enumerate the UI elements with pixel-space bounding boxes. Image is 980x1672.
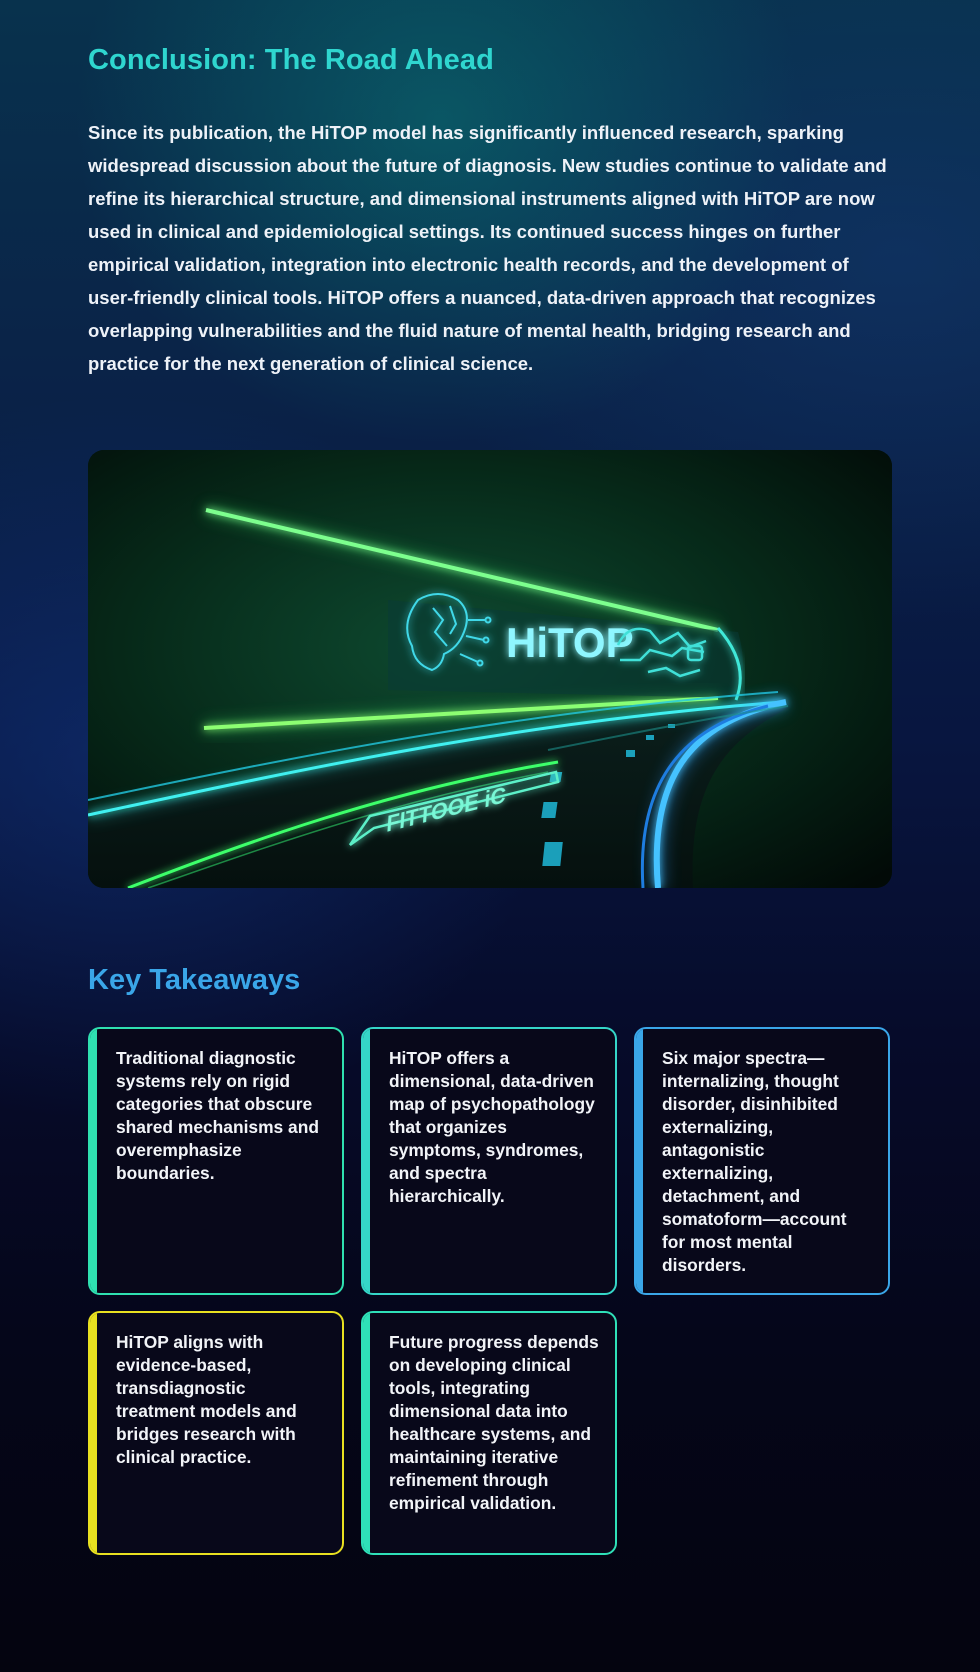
takeaway-text: HiTOP offers a dimensional, data-driven map of psychopathology that organizes symptoms, syndromes, and spectra hierarchically. [389, 1048, 595, 1206]
takeaway-text: Six major spectra—internalizing, thought disorder, disinhibited externalizing, antagonistic externalizing, detachment, and somatoform—account for most mental disorders. [662, 1048, 847, 1275]
takeaway-text: HiTOP aligns with evidence-based, transdiagnostic treatment models and bridges research with clinical practice. [116, 1332, 297, 1467]
takeaway-text: Traditional diagnostic systems rely on rigid categories that obscure shared mechanisms and overemphasize boundaries. [116, 1048, 319, 1183]
conclusion-heading: Conclusion: The Road Ahead [88, 44, 494, 76]
takeaway-card [361, 1311, 617, 1555]
takeaway-text: Future progress depends on developing clinical tools, integrating dimensional data into healthcare systems, and maintaining iterative refinement through empirical validation. [389, 1332, 599, 1513]
hero-sign-text: HiTOP [506, 619, 634, 666]
takeaway-card [88, 1311, 344, 1555]
conclusion-paragraph: Since its publication, the HiTOP model has significantly influenced research, sparking widespread discussion about the future of diagnosis. New studies continue to validate and refine its hierarchical structure, and dimensional instruments aligned with HiTOP are now used in clinical and epidemiological settings. Its continued success hinges on further empirical validation, integration into electronic health records, and the development of user-friendly clinical tools. HiTOP offers a nuanced, data-driven approach that recognizes overlapping vulnerabilities and the fluid nature of mental health, bridging research and practice for the next generation of clinical science. [88, 122, 887, 374]
road-marking-text: FITTOOE iC [385, 781, 507, 838]
takeaways-heading: Key Takeaways [88, 964, 301, 996]
takeaway-card [634, 1027, 890, 1295]
takeaway-card [361, 1027, 617, 1295]
hero-image [88, 450, 892, 888]
takeaway-card [88, 1027, 344, 1295]
